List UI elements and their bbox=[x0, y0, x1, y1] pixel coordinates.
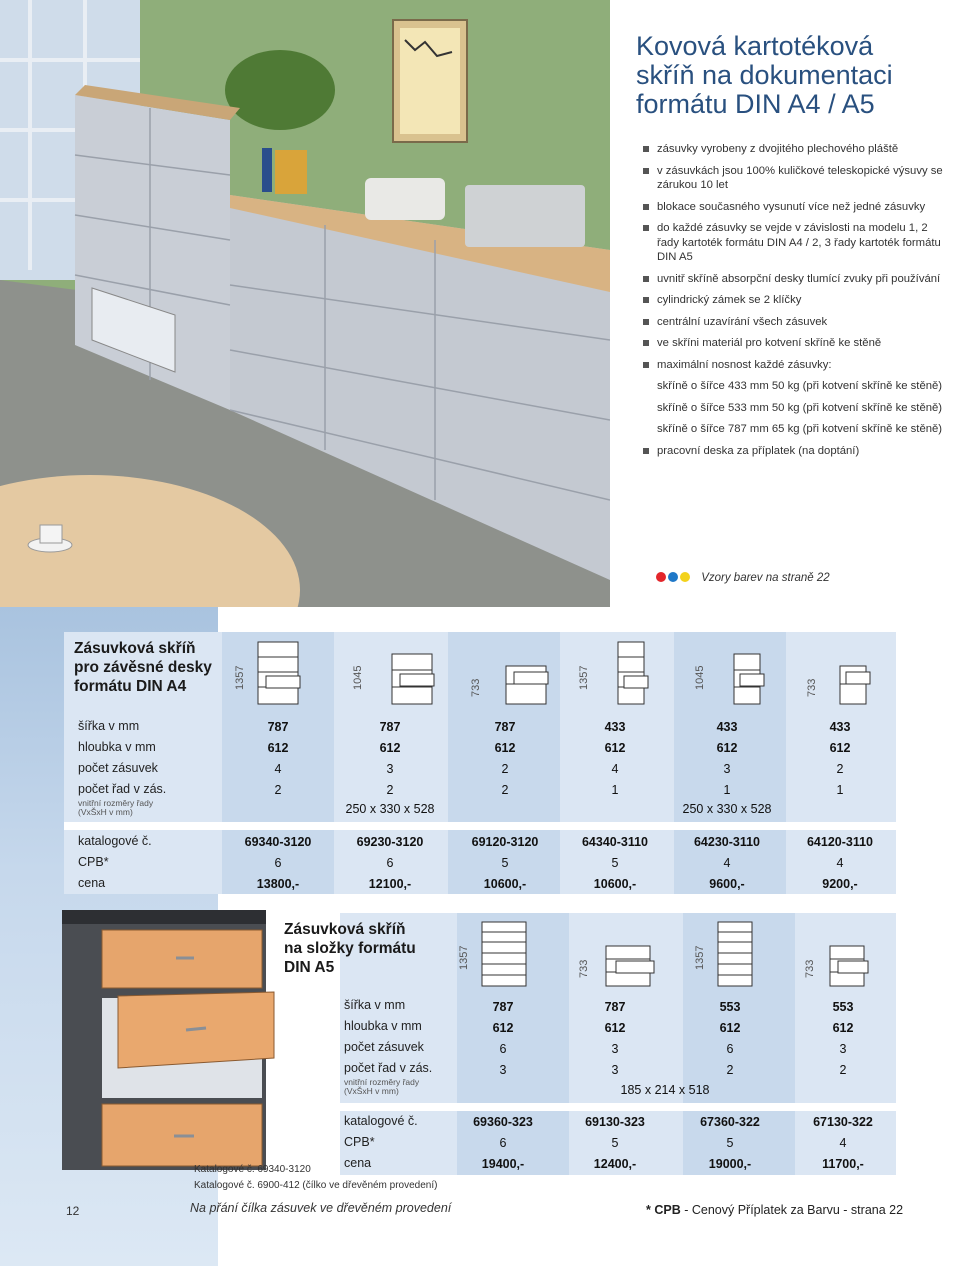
height-label: 733 bbox=[578, 959, 590, 978]
table-cell: 4 bbox=[839, 1136, 847, 1150]
table-cell: 12100,- bbox=[368, 877, 412, 891]
bullet-square-icon bbox=[643, 297, 649, 303]
table-cell: 612 bbox=[492, 1021, 514, 1035]
table-cell: 12400,- bbox=[593, 1157, 637, 1171]
row-label-inner: vnitřní rozměry řady (VxŠxH v mm) bbox=[344, 1077, 420, 1096]
cabinet-2-drawer-narrow-icon bbox=[834, 664, 874, 706]
blue-color-dot-icon bbox=[668, 572, 678, 582]
row-label-price: cena bbox=[344, 1156, 372, 1170]
table-cell: 612 bbox=[604, 1021, 626, 1035]
table-cell: 3 bbox=[611, 1042, 619, 1056]
table-cell: 1 bbox=[836, 783, 844, 797]
table-cell: 4 bbox=[611, 762, 619, 776]
bullet-square-icon bbox=[643, 340, 649, 346]
table-cell: 19400,- bbox=[481, 1157, 525, 1171]
row-label-cpb: CPB* bbox=[78, 855, 109, 869]
row-label-inner: vnitřní rozměry řady (VxŠxH v mm) bbox=[78, 798, 154, 817]
row-label-drawers: počet zásuvek bbox=[78, 761, 158, 775]
table-cell: 4 bbox=[274, 762, 282, 776]
table-cell: 4 bbox=[723, 856, 731, 870]
bullet-square-icon bbox=[643, 168, 649, 174]
table-cell: 787 bbox=[604, 1000, 626, 1014]
table-cell: 64230-3110 bbox=[693, 835, 761, 849]
height-label: 733 bbox=[806, 678, 818, 697]
feature-item: ve skříni materiál pro kotvení skříně ke stěně bbox=[643, 336, 943, 351]
yellow-color-dot-icon bbox=[680, 572, 690, 582]
table-cell: 6 bbox=[726, 1042, 734, 1056]
height-label: 1357 bbox=[458, 945, 470, 970]
table-cell: 787 bbox=[267, 720, 289, 734]
table-cell: 612 bbox=[832, 1021, 854, 1035]
footer-cpb-note bbox=[646, 1203, 903, 1217]
feature-item: blokace současného vysunutí více než jedné zásuvky bbox=[643, 200, 943, 215]
row-label-catalog: katalogové č. bbox=[78, 834, 152, 848]
table-cell: 1 bbox=[723, 783, 731, 797]
table-cell: 6 bbox=[274, 856, 282, 870]
table-cell: 11700,- bbox=[822, 1157, 864, 1171]
height-label: 733 bbox=[470, 678, 482, 697]
feature-item: pracovní deska za příplatek (na doptání) bbox=[643, 444, 943, 459]
table-cell: 4 bbox=[836, 856, 844, 870]
table-cell: 69120-3120 bbox=[471, 835, 539, 849]
row-label-cpb: CPB* bbox=[344, 1135, 375, 1149]
load-note: skříně o šířce 433 mm 50 kg (při kotvení skříně ke stěně) bbox=[657, 380, 943, 392]
table-cell: 3 bbox=[499, 1063, 507, 1077]
row-label-depth: hloubka v mm bbox=[344, 1019, 422, 1033]
table-cell: 19000,- bbox=[708, 1157, 752, 1171]
table-cell: 9200,- bbox=[822, 877, 858, 891]
table-cell: 612 bbox=[379, 741, 401, 755]
photo-caption: Katalogové č. 6900-412 (čílko ve dřevěném provedení) bbox=[194, 1180, 438, 1191]
cpb-label: * CPB bbox=[646, 1203, 681, 1217]
table-cell: 5 bbox=[726, 1136, 734, 1150]
height-label: 1045 bbox=[352, 665, 364, 690]
table-cell: 612 bbox=[829, 741, 851, 755]
bullet-square-icon bbox=[643, 319, 649, 325]
table-a4-title: Zásuvková skříň pro závěsné desky formátu DIN A4 bbox=[74, 640, 212, 695]
table-cell: 3 bbox=[839, 1042, 847, 1056]
table-cell: 3 bbox=[723, 762, 731, 776]
table-cell: 2 bbox=[839, 1063, 847, 1077]
red-color-dot-icon bbox=[656, 572, 666, 582]
row-label-depth: hloubka v mm bbox=[78, 740, 156, 754]
cabinet-3-drawer-a5-narrow-icon bbox=[824, 944, 872, 988]
table-cell: 69340-3120 bbox=[244, 835, 312, 849]
table-a5-title: Zásuvková skříň na složky formátu DIN A5 bbox=[284, 921, 416, 976]
photo-caption: Katalogové č. 69340-3120 bbox=[194, 1164, 311, 1175]
feature-item: uvnitř skříně absorpční desky tlumící zvuky při používání bbox=[643, 272, 943, 287]
table-cell: 5 bbox=[611, 1136, 619, 1150]
height-label: 1357 bbox=[578, 665, 590, 690]
table-cell: 433 bbox=[604, 720, 626, 734]
cabinet-4-drawer-narrow-icon bbox=[612, 640, 652, 706]
table-cell: 787 bbox=[492, 1000, 514, 1014]
table-cell: 433 bbox=[716, 720, 738, 734]
row-label-catalog: katalogové č. bbox=[344, 1114, 418, 1128]
row-label-rows: počet řad v zás. bbox=[78, 782, 167, 796]
table-cell: 2 bbox=[836, 762, 844, 776]
table-cell: 64340-3110 bbox=[581, 835, 649, 849]
table-cell: 612 bbox=[494, 741, 516, 755]
height-label: 1357 bbox=[234, 665, 246, 690]
load-note: skříně o šířce 533 mm 50 kg (při kotvení skříně ke stěně) bbox=[657, 401, 943, 414]
feature-item: centrální uzavírání všech zásuvek bbox=[643, 315, 943, 330]
page-title: Kovová kartotéková skříň na dokumentaci formátu DIN A4 / A5 bbox=[636, 31, 893, 119]
cabinet-4-drawer-icon bbox=[252, 640, 304, 706]
table-cell: 3 bbox=[611, 1063, 619, 1077]
feature-item: zásuvky vyrobeny z dvojitého plechového pláště bbox=[643, 142, 943, 157]
table-cell: 6 bbox=[499, 1042, 507, 1056]
table-cell: 2 bbox=[386, 783, 394, 797]
table-cell: 3 bbox=[386, 762, 394, 776]
bullet-square-icon bbox=[643, 204, 649, 210]
table-cell: 69360-323 bbox=[473, 1115, 533, 1129]
table-cell: 10600,- bbox=[483, 877, 527, 891]
load-note: skříně o šířce 787 mm 65 kg (při kotvení skříně ke stěně) bbox=[657, 423, 943, 435]
table-cell: 2 bbox=[501, 762, 509, 776]
footer-note: Na přání čílka zásuvek ve dřevěném provedení bbox=[190, 1201, 452, 1215]
row-label-drawers: počet zásuvek bbox=[344, 1040, 424, 1054]
feature-list bbox=[643, 142, 943, 465]
bullet-square-icon bbox=[643, 225, 649, 231]
color-note bbox=[656, 572, 830, 584]
table-cell: 553 bbox=[832, 1000, 854, 1014]
table-cell: 1 bbox=[611, 783, 619, 797]
cabinet-3-drawer-narrow-icon bbox=[728, 652, 768, 706]
feature-item: maximální nosnost každé zásuvky: bbox=[643, 358, 943, 373]
table-cell: 185 x 214 x 518 bbox=[620, 1083, 710, 1097]
table-cell: 612 bbox=[719, 1021, 741, 1035]
cabinet-3-drawer-icon bbox=[386, 652, 438, 706]
feature-item: cylindrický zámek se 2 klíčky bbox=[643, 293, 943, 308]
color-note-text: Vzory barev na straně 22 bbox=[701, 572, 830, 584]
table-cell: 64120-3110 bbox=[806, 835, 874, 849]
table-cell: 10600,- bbox=[593, 877, 637, 891]
table-cell: 6 bbox=[499, 1136, 507, 1150]
table-cell: 612 bbox=[604, 741, 626, 755]
cabinet-2-drawer-icon bbox=[500, 664, 552, 706]
table-cell: 612 bbox=[716, 741, 738, 755]
table-cell: 67130-322 bbox=[813, 1115, 873, 1129]
bullet-square-icon bbox=[643, 276, 649, 282]
row-label-width: šířka v mm bbox=[344, 998, 406, 1012]
table-cell: 2 bbox=[274, 783, 282, 797]
table-cell: 2 bbox=[726, 1063, 734, 1077]
table-cell: 250 x 330 x 528 bbox=[345, 802, 435, 816]
table-cell: 13800,- bbox=[256, 877, 300, 891]
page-number: 12 bbox=[66, 1204, 80, 1218]
table-cell: 433 bbox=[829, 720, 851, 734]
table-cell: 612 bbox=[267, 741, 289, 755]
table-cell: 5 bbox=[501, 856, 509, 870]
bullet-square-icon bbox=[643, 448, 649, 454]
feature-item: do každé zásuvky se vejde v závislosti na modelu 1, 2 řady kartoték formátu DIN A4 / 2, 3 řady kartoték formátu DIN A5 bbox=[643, 221, 943, 265]
feature-item: v zásuvkách jsou 100% kuličkové teleskopické výsuvy se zárukou 10 let bbox=[643, 164, 943, 193]
cabinet-3-drawer-a5-icon bbox=[600, 944, 658, 988]
hero-photo bbox=[0, 0, 610, 607]
table-cell: 2 bbox=[501, 783, 509, 797]
office-scene-illustration bbox=[0, 0, 610, 607]
table-cell: 69230-3120 bbox=[356, 835, 424, 849]
row-label-width: šířka v mm bbox=[78, 719, 140, 733]
cabinet-6-drawer-icon bbox=[476, 920, 532, 988]
a5-cabinet-photo bbox=[56, 908, 278, 1178]
bullet-square-icon bbox=[643, 146, 649, 152]
cpb-text: - Cenový Příplatek za Barvu - strana 22 bbox=[680, 1203, 904, 1217]
row-label-rows: počet řad v zás. bbox=[344, 1061, 433, 1075]
table-cell: 69130-323 bbox=[585, 1115, 645, 1129]
height-label: 1357 bbox=[694, 945, 706, 970]
table-cell: 787 bbox=[494, 720, 516, 734]
cabinet-6-drawer-narrow-icon bbox=[712, 920, 760, 988]
height-label: 1045 bbox=[694, 665, 706, 690]
table-cell: 6 bbox=[386, 856, 394, 870]
bullet-square-icon bbox=[643, 362, 649, 368]
row-label-price: cena bbox=[78, 876, 106, 890]
table-cell: 5 bbox=[611, 856, 619, 870]
table-cell: 553 bbox=[719, 1000, 741, 1014]
table-cell: 250 x 330 x 528 bbox=[682, 802, 772, 816]
height-label: 733 bbox=[804, 959, 816, 978]
table-cell: 787 bbox=[379, 720, 401, 734]
table-cell: 67360-322 bbox=[700, 1115, 760, 1129]
table-cell: 9600,- bbox=[709, 877, 745, 891]
